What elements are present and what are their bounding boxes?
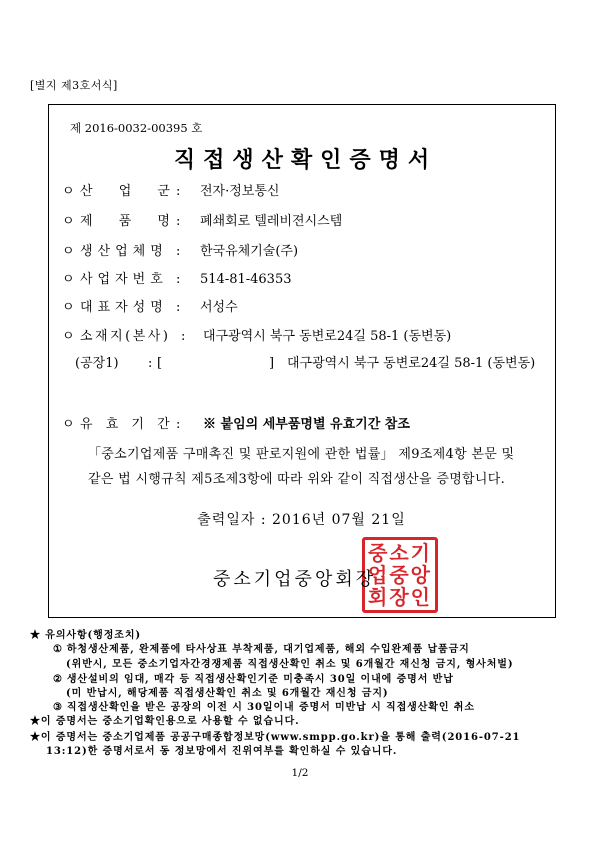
note-item-2 (53, 673, 454, 687)
field-value: 514-81-46353 (200, 272, 292, 287)
field-value: 대구광역시 북구 동변로24길 58-1 (동변동) (203, 329, 452, 344)
note-item-1-sub: (위반시, 모든 중소기업자간경쟁제품 직접생산확인 취소 및 6개월간 재신청 금지, 형사처벌) (66, 659, 514, 670)
field-separator: : (176, 417, 181, 432)
factory-label: (공장1) (75, 356, 119, 371)
factory-value: 대구광역시 북구 동변로24길 58-1 (동변동) (287, 356, 536, 371)
issue-date-separator: : (260, 512, 267, 528)
page-number: 1/2 (291, 767, 309, 779)
certificate-number: 제 2016-0032-00395 호 (70, 121, 203, 135)
field-bullet: ㅇ (62, 272, 75, 287)
field-label: 유 효 기 간 (80, 417, 170, 432)
field-company-name (62, 243, 542, 261)
note-text: 직접생산확인을 받은 공장의 이전 시 30일이내 증명서 미반납 시 직접생산확인 취소 (66, 702, 475, 713)
field-bullet: ㅇ (62, 184, 75, 199)
notes-heading: ★ 유의사항(행정조치) (30, 630, 142, 641)
seal-text: 중소기업중앙회장인 (368, 541, 432, 609)
form-label: [별지 제3호서식] (30, 79, 118, 92)
issue-date (49, 511, 554, 529)
issue-date-value: 2016년 07월 21일 (272, 512, 406, 528)
note-item-2-sub: (미 반납시, 해당제품 직접생산확인 취소 및 6개월간 재신청 금지) (66, 688, 389, 699)
field-value: 한국유체기술(주) (200, 244, 299, 259)
note-item-1 (53, 643, 470, 657)
field-label: 산 업 군 (80, 184, 170, 199)
field-value: ※ 붙임의 세부품명별 유효기간 참조 (203, 417, 410, 432)
field-bullet: ㅇ (62, 329, 75, 344)
note-text: 하청생산제품, 완제품에 타사상표 부착제품, 대기업제품, 해외 수입완제품 납품금지 (66, 644, 470, 655)
field-product-name (62, 213, 542, 231)
note-text: 생산설비의 임대, 매각 등 직접생산확인기준 미충족시 30일 이내에 증명서 반납 (66, 674, 454, 685)
field-bullet: ㅇ (62, 244, 75, 259)
factory-separator: : (148, 356, 153, 371)
field-bullet: ㅇ (62, 417, 75, 432)
field-label: 생산업체명 (80, 244, 168, 259)
field-value: 서성수 (200, 300, 238, 315)
note-marker: ① (53, 644, 63, 655)
statement-line-2: 같은 법 시행규칙 제5조제3항에 따라 위와 같이 직접생산을 증명합니다. (88, 472, 506, 487)
field-value: 폐쇄회로 텔레비젼시스템 (200, 214, 343, 229)
remark-2-line-2: 13:12)한 증명서로서 동 정보망에서 진위여부를 확인하실 수 있습니다. (46, 746, 398, 757)
field-label: 소재지(본사) (80, 329, 171, 344)
statement-line-1: 「중소기업제품 구매촉진 및 판로지원에 관한 법률」 제9조제4항 본문 및 (88, 447, 515, 462)
field-label: 사업자번호 (80, 272, 168, 287)
field-bullet: ㅇ (62, 300, 75, 315)
factory-close-bracket: ] (269, 356, 275, 371)
issuer-name: 중소기업중앙회장 (213, 569, 377, 590)
issue-date-label: 출력일자 (197, 512, 256, 528)
remark-2-line-1: ★이 증명서는 중소기업제품 공공구매종합정보망(www.smpp.go.kr)을 통해 출력(2016-07-21 (30, 732, 521, 743)
field-business-number (62, 271, 542, 289)
note-item-3 (53, 701, 475, 715)
field-separator: : (176, 184, 181, 199)
field-separator: : (176, 272, 181, 287)
note-marker: ② (53, 674, 63, 685)
official-seal (362, 537, 438, 613)
field-value: 전자·정보통신 (200, 184, 280, 199)
field-head-office-address (62, 328, 542, 346)
field-industry (62, 183, 542, 201)
field-separator: : (181, 329, 186, 344)
field-separator: : (176, 244, 181, 259)
certificate-box (48, 104, 556, 618)
certificate-title: 직접생산확인증명서 (173, 147, 438, 173)
remark-1: ★이 증명서는 중소기업확인용으로 사용할 수 없습니다. (30, 716, 300, 727)
field-label: 제 품 명 (80, 214, 170, 229)
field-validity (62, 416, 542, 434)
field-bullet: ㅇ (62, 214, 75, 229)
field-representative (62, 299, 542, 317)
field-factory-address (75, 355, 545, 373)
field-separator: : (176, 300, 181, 315)
factory-open-bracket: [ (157, 356, 163, 371)
field-separator: : (176, 214, 181, 229)
field-label: 대표자성명 (80, 300, 168, 315)
note-marker: ③ (53, 702, 63, 713)
